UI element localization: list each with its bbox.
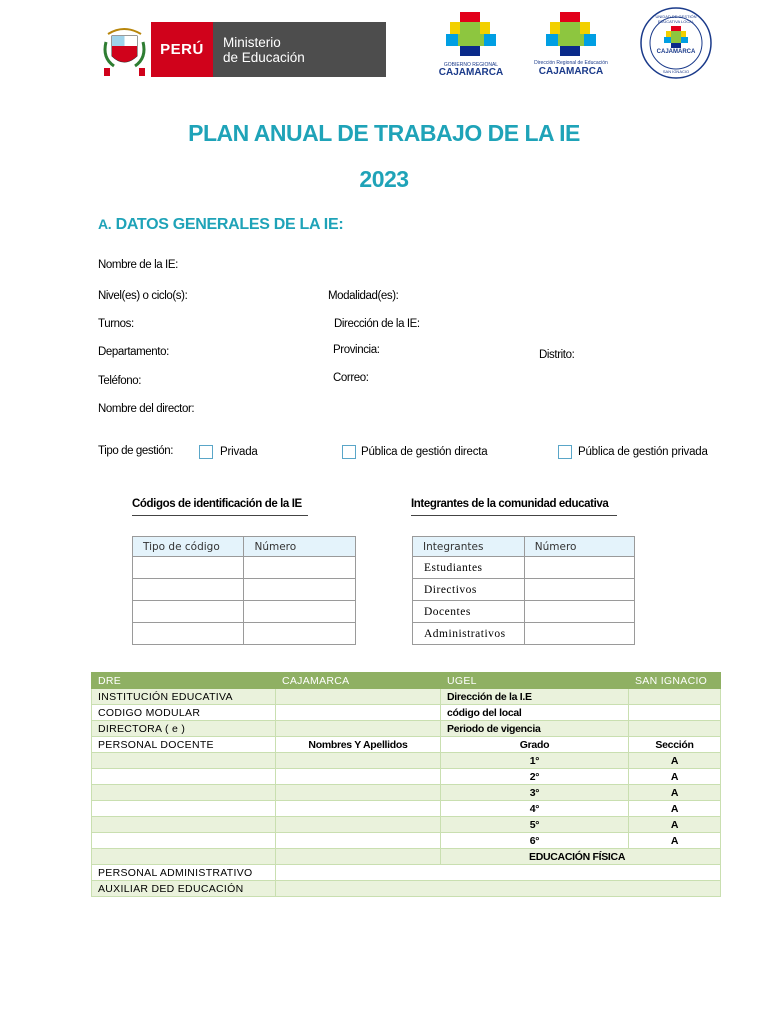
checkbox-publica-privada[interactable] (558, 445, 572, 459)
dre-cajamarca-logo (530, 10, 612, 78)
table-row (92, 865, 721, 881)
table-row (92, 817, 721, 833)
integrantes-value[interactable] (524, 579, 634, 601)
col-nombres: Nombres Y Apellidos (276, 737, 441, 753)
table-row (92, 881, 721, 897)
dre-big-text: CAJAMARCA (538, 66, 604, 77)
seccion-cell: A (629, 817, 721, 833)
codigos-cell[interactable] (133, 623, 244, 645)
section-a-title: DATOS GENERALES DE LA IE: (115, 216, 344, 233)
seccion-cell: A (629, 753, 721, 769)
integrantes-col-numero: Número (524, 537, 634, 557)
seccion-cell: A (629, 833, 721, 849)
label-direccion-ie: Dirección de la I.E (441, 689, 629, 705)
field-distrito: Distrito: (539, 349, 575, 361)
table-row (92, 801, 721, 817)
integrantes-value[interactable] (524, 557, 634, 579)
table-row (92, 753, 721, 769)
grado-cell: 5° (441, 817, 629, 833)
docente-name-cell[interactable] (276, 753, 441, 769)
codigos-table (132, 536, 356, 645)
integrantes-value[interactable] (524, 623, 634, 645)
integrantes-row-directivos: Directivos (413, 579, 525, 601)
table-row (92, 721, 721, 737)
ministry-line1: Ministerio (223, 34, 281, 50)
docente-name-cell[interactable] (276, 801, 441, 817)
field-director: Nombre del director: (98, 403, 195, 415)
checkbox-privada[interactable] (199, 445, 213, 459)
grado-cell: 4° (441, 801, 629, 817)
value-personal-admin[interactable] (276, 865, 721, 881)
label-personal-docente: PERSONAL DOCENTE (92, 737, 276, 753)
minedu-logo (98, 22, 386, 77)
seccion-cell: A (629, 785, 721, 801)
field-provincia: Provincia: (333, 344, 380, 356)
integrantes-row-estudiantes: Estudiantes (413, 557, 525, 579)
field-telefono: Teléfono: (98, 375, 142, 387)
checkbox-publica-directa[interactable] (342, 445, 356, 459)
header-dre: DRE (92, 673, 276, 689)
document-title: PLAN ANUAL DE TRABAJO DE LA IE (188, 120, 580, 146)
header-cajamarca: CAJAMARCA (276, 673, 441, 689)
codigos-col-tipo: Tipo de código (133, 537, 244, 557)
integrantes-heading: Integrantes de la comunidad educativa (411, 498, 609, 510)
seccion-cell: A (629, 769, 721, 785)
value-codigo-modular[interactable] (276, 705, 441, 721)
integrantes-row-administrativos: Administrativos (413, 623, 525, 645)
gobierno-regional-logo (432, 10, 510, 78)
section-a-letter: A. (98, 216, 112, 232)
table-row (92, 785, 721, 801)
docente-name-cell[interactable] (276, 817, 441, 833)
label-institucion: INSTITUCIÓN EDUCATIVA (92, 689, 276, 705)
label-periodo: Periodo de vigencia (441, 721, 629, 737)
ministry-name (213, 22, 386, 77)
value-auxiliar[interactable] (276, 881, 721, 897)
value-direccion-ie[interactable] (629, 689, 721, 705)
option-publica-directa: Pública de gestión directa (361, 446, 488, 458)
seccion-cell: A (629, 801, 721, 817)
option-publica-privada: Pública de gestión privada (578, 446, 708, 458)
codigos-underline (132, 515, 308, 516)
codigos-heading: Códigos de identificación de la IE (132, 498, 302, 510)
label-auxiliar: AUXILIAR DED EDUCACIÓN (92, 881, 276, 897)
table-row (92, 833, 721, 849)
table-row (92, 737, 721, 753)
ministry-line2: de Educación (223, 49, 305, 65)
grado-cell: 3° (441, 785, 629, 801)
value-institucion[interactable] (276, 689, 441, 705)
codigos-cell[interactable] (244, 557, 356, 579)
grado-cell: 6° (441, 833, 629, 849)
table-row (92, 705, 721, 721)
field-departamento: Departamento: (98, 346, 169, 358)
codigos-col-numero: Número (244, 537, 356, 557)
integrantes-row-docentes: Docentes (413, 601, 525, 623)
peru-shield-icon (98, 22, 151, 77)
value-directora[interactable] (276, 721, 441, 737)
educacion-fisica-cell: EDUCACIÓN FÍSICA (441, 849, 721, 865)
codigos-cell[interactable] (244, 623, 356, 645)
cajamarca-cross-icon (432, 10, 510, 62)
ugel-ring-top-text: UNIDAD DE GESTIÓN EDUCATIVA LOCAL (655, 14, 697, 24)
field-nombre-ie: Nombre de la IE: (98, 259, 178, 271)
docente-name-cell[interactable] (276, 849, 441, 865)
gr-small-text: GOBIERNO REGIONAL (443, 62, 499, 68)
field-nivel: Nivel(es) o ciclo(s): (98, 290, 188, 302)
grado-cell: 2° (441, 769, 629, 785)
integrantes-value[interactable] (524, 601, 634, 623)
grado-cell: 1° (441, 753, 629, 769)
codigos-cell[interactable] (133, 557, 244, 579)
codigos-cell[interactable] (133, 579, 244, 601)
option-privada: Privada (220, 446, 258, 458)
value-periodo[interactable] (629, 721, 721, 737)
integrantes-col-integrantes: Integrantes (413, 537, 525, 557)
col-seccion: Sección (629, 737, 721, 753)
field-modalidad: Modalidad(es): (328, 290, 399, 302)
header-san-ignacio: SAN IGNACIO (629, 673, 721, 689)
peru-label: PERÚ (151, 22, 213, 77)
gestion-label: Tipo de gestión: (98, 445, 174, 457)
value-codigo-local[interactable] (629, 705, 721, 721)
docente-name-cell[interactable] (276, 769, 441, 785)
col-grado: Grado (441, 737, 629, 753)
label-directora: DIRECTORA ( e ) (92, 721, 276, 737)
table-row (92, 849, 721, 865)
label-personal-admin: PERSONAL ADMINISTRATIVO (92, 865, 276, 881)
codigos-cell[interactable] (244, 601, 356, 623)
ugel-center-text: CAJAMARCA (656, 49, 696, 55)
codigos-cell[interactable] (244, 579, 356, 601)
field-turnos: Turnos: (98, 318, 134, 330)
gr-big-text: CAJAMARCA (438, 67, 504, 78)
integrantes-underline (411, 515, 617, 516)
field-correo: Correo: (333, 372, 369, 384)
dre-cross-icon (530, 10, 612, 60)
dre-small-text: Dirección Regional de Educación (534, 60, 608, 66)
header-ugel: UGEL (441, 673, 629, 689)
document-year: 2023 (359, 166, 409, 192)
table-row (92, 769, 721, 785)
docente-name-cell[interactable] (276, 833, 441, 849)
integrantes-table (412, 536, 635, 645)
field-direccion: Dirección de la IE: (334, 318, 420, 330)
codigos-cell[interactable] (133, 601, 244, 623)
label-codigo-local: código del local (441, 705, 629, 721)
ugel-seal-logo (639, 6, 713, 80)
ugel-ring-bottom-text: SAN IGNACIO (662, 69, 690, 74)
ie-data-table (91, 672, 721, 897)
section-a-heading (98, 216, 343, 234)
table-row (92, 689, 721, 705)
table-header-row (92, 673, 721, 689)
label-codigo-modular: CODIGO MODULAR (92, 705, 276, 721)
docente-name-cell[interactable] (276, 785, 441, 801)
